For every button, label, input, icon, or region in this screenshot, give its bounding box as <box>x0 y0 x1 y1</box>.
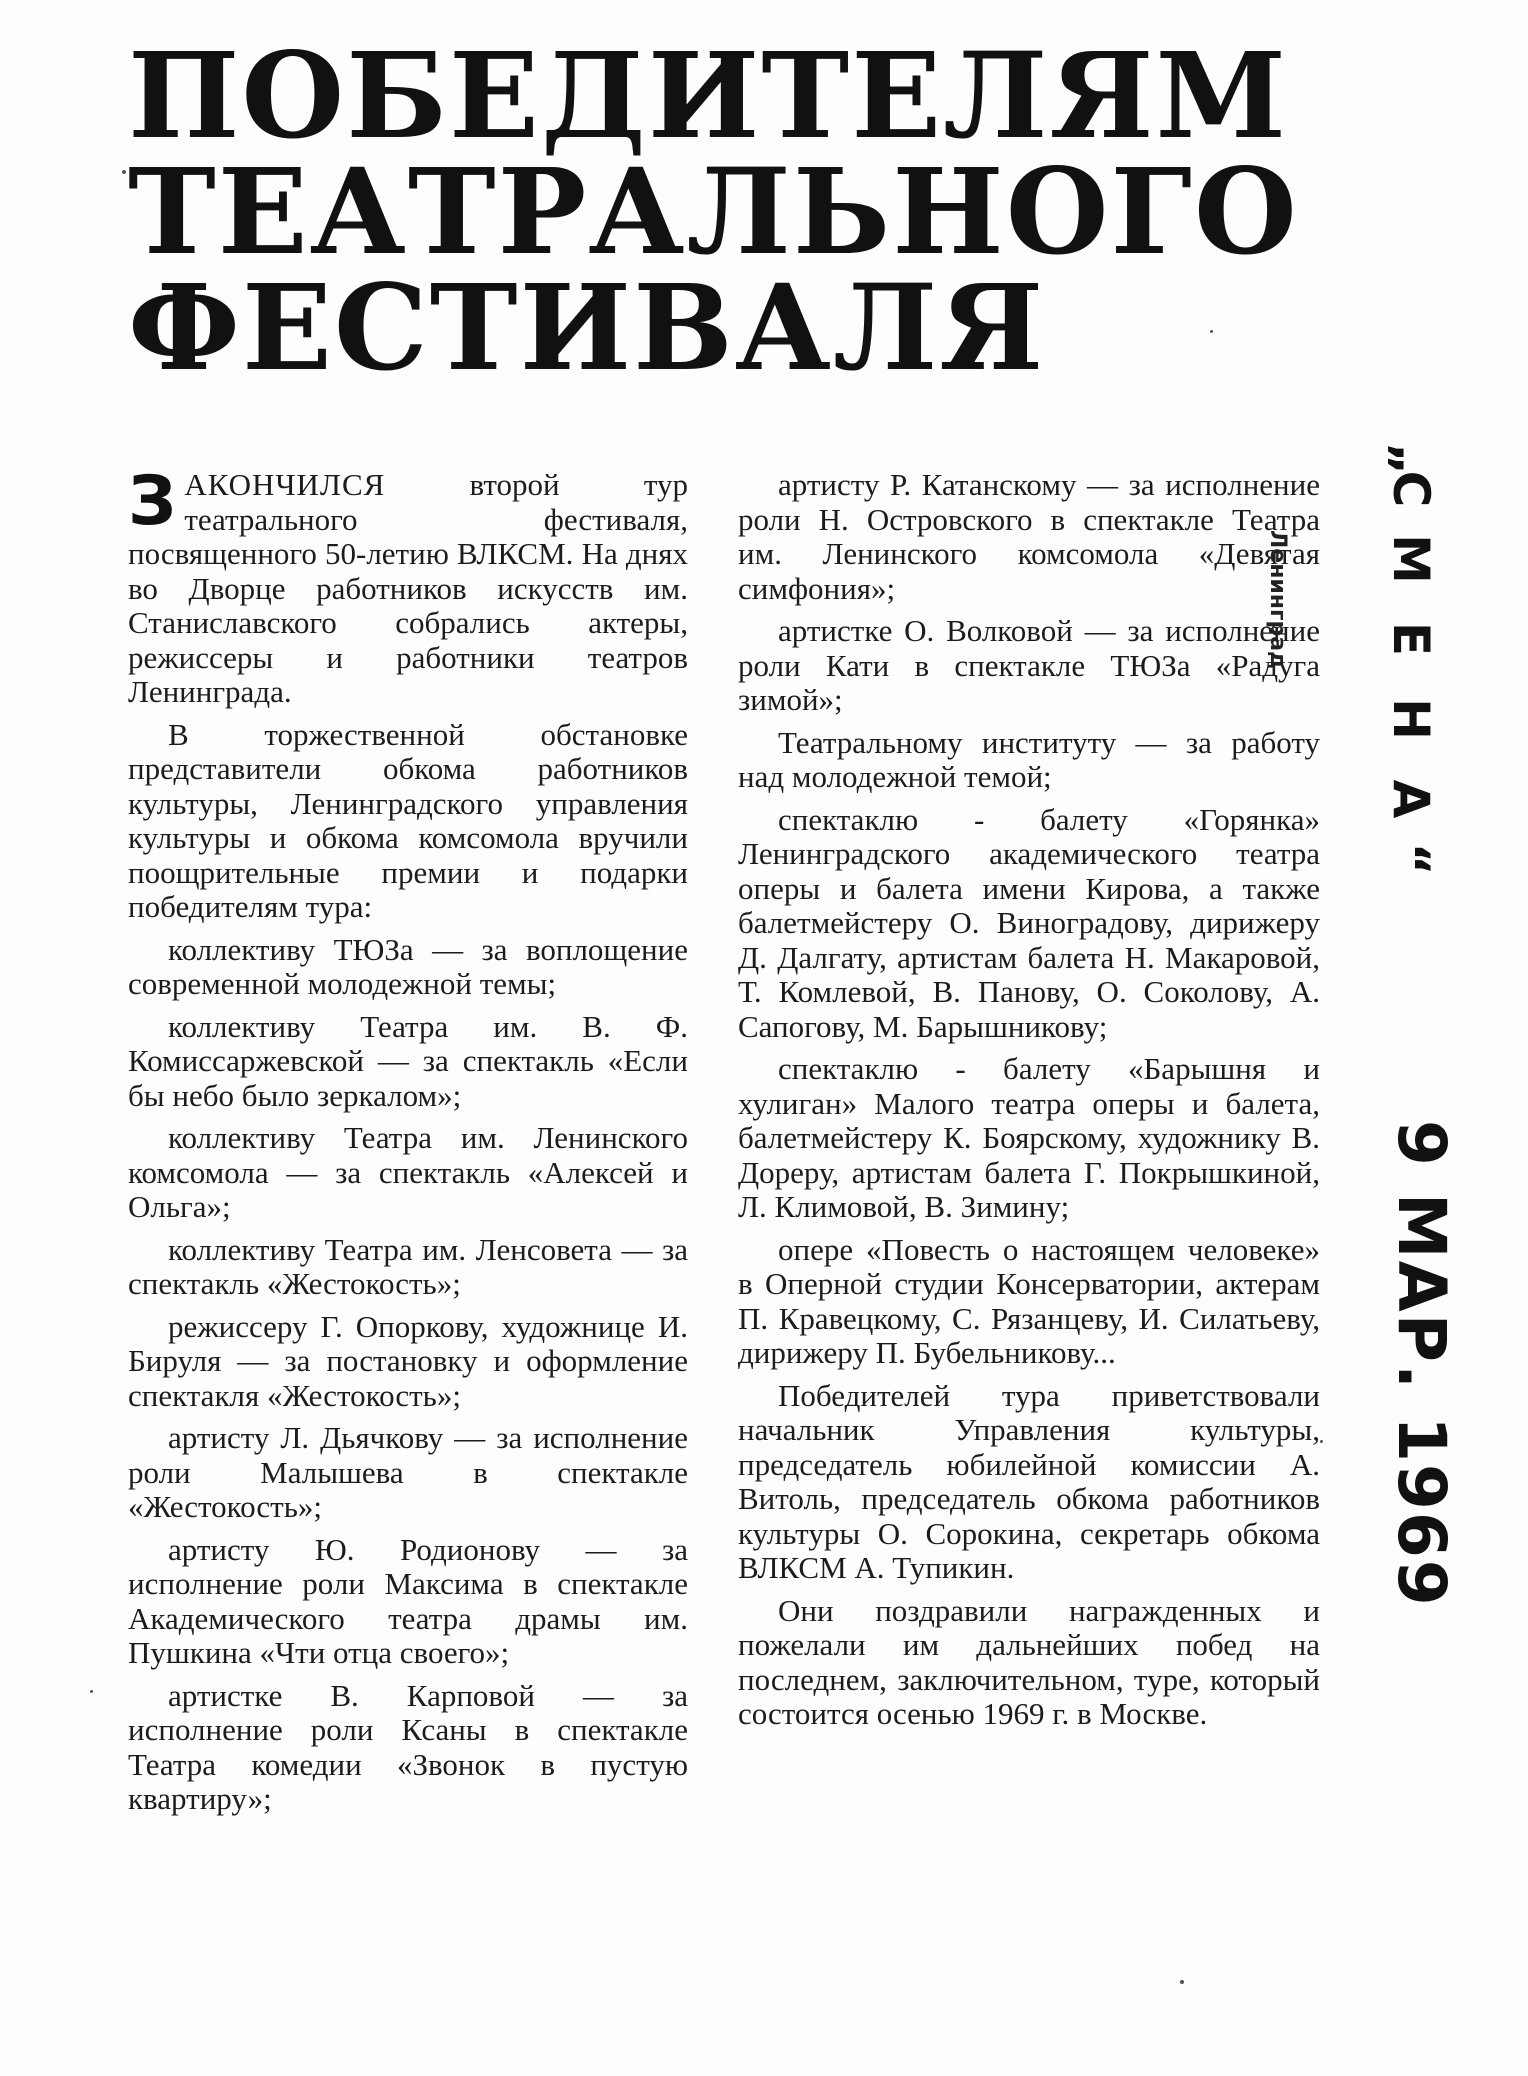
newspaper-name-stamp <box>1366 430 1456 910</box>
stamp-letter: “ <box>1382 842 1440 876</box>
print-speck <box>1320 1440 1323 1443</box>
award-item: коллективу ТЮЗа — за воплощение современной молодежной темы; <box>128 931 688 1001</box>
award-item: спектаклю - балету «Горянка» Ленинградского академического театра оперы и балета имени Кирова, а также балетмейстеру О. Виноградову, дирижеру Д. Далгату, артистам балета Н. Макаровой, Т. Комлевой, В. Панову, О. Соколову, А. Сапогову, М. Барышникову; <box>738 801 1320 1044</box>
lead-paragraph <box>128 462 688 710</box>
award-item: артисту Л. Дьячкову — за исполнение роли Малышева в спектакле «Жестокость»; <box>128 1420 688 1524</box>
lead-caps: АКОНЧИЛСЯ <box>184 467 386 502</box>
stamp-letter: Е <box>1382 621 1440 657</box>
award-item: артистке О. Волковой — за исполнение роли Кати в спектакле ТЮЗа «Радуга зимой»; <box>738 613 1320 717</box>
print-speck <box>90 1690 93 1693</box>
award-item: артисту Ю. Родионову — за исполнение роли Максима в спектакле Академического театра драмы им. Пушкина «Чти отца своего»; <box>128 1531 688 1670</box>
headline-line-2: ТЕАТРАЛЬНОГО <box>128 142 1299 281</box>
stamp-letter: А <box>1382 779 1440 819</box>
print-speck <box>1210 330 1213 333</box>
stamp-letter: Н <box>1382 698 1440 740</box>
lead-text: второй тур театрального фестиваля, посвященного 50-летию ВЛКСМ. На днях во Дворце работников искусств им. Станиславского собрались актеры, режиссеры и работники театров Ленинграда. <box>128 467 688 709</box>
article-column-left <box>128 462 688 1825</box>
paragraph: В торжественной обстановке представители обкома работников культуры, Ленинградского управления культуры и обкома комсомола вручили поощрительные премии и подарки победителям тура: <box>128 716 688 924</box>
drop-cap: З <box>128 462 177 541</box>
award-item: артистке В. Карповой — за исполнение роли Ксаны в спектакле Театра комедии «Звонок в пустую квартиру»; <box>128 1677 688 1816</box>
headline-line-3: ФЕСТИВАЛЯ <box>128 258 1046 397</box>
paragraph: Победителей тура приветствовали начальник Управления культуры, председатель юбилейной комиссии А. Витоль, председатель обкома работников культуры О. Сорокина, секретарь обкома ВЛКСМ А. Тупикин. <box>738 1377 1320 1585</box>
award-item: режиссеру Г. Опоркову, художнице И. Бируля — за постановку и оформление спектакля «Жестокость»; <box>128 1308 688 1413</box>
print-speck <box>1180 1980 1184 1984</box>
headline <box>128 26 1299 397</box>
stamp-letter: „ <box>1382 442 1440 476</box>
award-item: артисту Р. Катанскому — за исполнение роли Н. Островского в спектакле Театра им. Ленинского комсомола «Девятая симфония»; <box>738 467 1320 606</box>
stamp-letter: С <box>1382 470 1440 508</box>
award-item: коллективу Театра им. Ленинского комсомола — за спектакль «Алексей и Ольга»; <box>128 1120 688 1224</box>
award-item: коллективу Театра им. Ленсовета — за спектакль «Жестокость»; <box>128 1231 688 1301</box>
stamp-letter: М <box>1382 534 1440 584</box>
award-item: опере «Повесть о настоящем человеке» в Оперной студии Консерватории, актерам П. Кравецкому, С. Рязанцеву, И. Силатьеву, дирижеру П. Бубельникову... <box>738 1231 1320 1370</box>
date-stamp: 9 МАР. 1969 <box>1383 1120 1460 1608</box>
award-item: коллективу Театра им. В. Ф. Комиссаржевской — за спектакль «Если бы небо было зеркалом»; <box>128 1008 688 1113</box>
headline-line-1: ПОБЕДИТЕЛЯМ <box>128 26 1289 165</box>
closing-paragraph: Они поздравили награжденных и пожелали им дальнейших побед на последнем, заключительном, туре, который состоится осенью 1969 г. в Москве. <box>738 1592 1320 1731</box>
print-speck <box>122 170 126 174</box>
award-item: Театральному институту — за работу над молодежной темой; <box>738 724 1320 794</box>
award-item: спектаклю - балету «Барышня и хулиган» Малого театра оперы и балета, балетмейстеру К. Боярскому, художнику В. Дореру, артистам балета Г. Покрышкиной, Л. Климовой, В. Зимину; <box>738 1051 1320 1224</box>
article-column-right <box>738 468 1320 1740</box>
city-stamp: Ленинград <box>1265 530 1290 669</box>
